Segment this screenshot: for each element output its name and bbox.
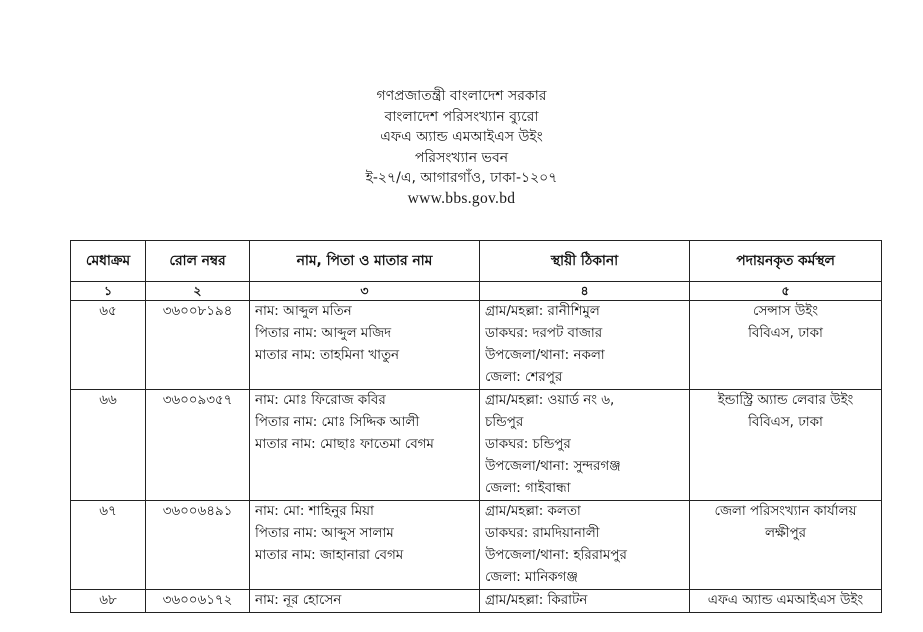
column-number: ৪ bbox=[480, 282, 690, 301]
father-name: পিতার নাম: আব্দুল মজিদ bbox=[255, 326, 392, 341]
posting-line: বিবিএস, ঢাকা bbox=[748, 415, 823, 430]
posting-line: লক্ষীপুর bbox=[764, 526, 807, 541]
address-line: জেলা: মানিকগঞ্জ bbox=[485, 570, 578, 585]
candidate-name: নাম: মো: শাহিনুর মিয়া bbox=[255, 504, 374, 519]
posting-line: সেন্সাস উইং bbox=[753, 304, 818, 319]
mother-name: মাতার নাম: তাহমিনা খাতুন bbox=[255, 348, 400, 363]
building-name: পরিসংখ্যান ভবন bbox=[414, 149, 509, 166]
names-cell bbox=[250, 301, 480, 390]
address-cell bbox=[480, 501, 690, 590]
address-line: জেলা: শেরপুর bbox=[485, 370, 563, 385]
bureau-name: বাংলাদেশ পরিসংখ্যান ব্যুরো bbox=[384, 108, 539, 125]
address-line: গ্রাম/মহল্লা: কলতা bbox=[485, 504, 581, 519]
address-line: গ্রাম/মহল্লা: কিরাটন bbox=[485, 593, 588, 608]
posting-line: জেলা পরিসংখ্যান কার্যালয় bbox=[714, 504, 857, 519]
father-name: পিতার নাম: মোঃ সিদ্দিক আলী bbox=[255, 415, 420, 430]
posting-cell bbox=[690, 301, 882, 390]
posting-line: ইন্ডাস্ট্রি অ্যান্ড লেবার উইং bbox=[717, 393, 854, 408]
table-row bbox=[71, 301, 882, 390]
table-row bbox=[71, 590, 882, 613]
merit-cell: ৬৫ bbox=[71, 301, 146, 390]
column-header-address: স্থায়ী ঠিকানা bbox=[480, 241, 690, 282]
merit-cell: ৬৮ bbox=[71, 590, 146, 613]
address-cell bbox=[480, 590, 690, 613]
address-line: ডাকঘর: দরপট বাজার bbox=[485, 326, 603, 341]
address-cell bbox=[480, 301, 690, 390]
letterhead bbox=[0, 86, 923, 209]
posting-cell bbox=[690, 390, 882, 501]
table-row bbox=[71, 390, 882, 501]
posting-cell bbox=[690, 590, 882, 613]
address-line: ডাকঘর: রামদিয়ানালী bbox=[485, 526, 600, 541]
address-line: উপজেলা/থানা: নকলা bbox=[485, 348, 605, 363]
column-number: ৩ bbox=[250, 282, 480, 301]
address-line: উপজেলা/থানা: হরিরামপুর bbox=[485, 548, 627, 563]
office-address: ই-২৭/এ, আগারগাঁও, ঢাকা-১২০৭ bbox=[365, 170, 558, 186]
government-name: গণপ্রজাতন্ত্রী বাংলাদেশ সরকার bbox=[376, 88, 547, 104]
wing-name: এফএ অ্যান্ড এমআইএস উইং bbox=[380, 129, 543, 145]
posting-line: এফএ অ্যান্ড এমআইএস উইং bbox=[707, 593, 864, 608]
column-header-merit: মেধাক্রম bbox=[71, 241, 146, 282]
column-number: ৫ bbox=[690, 282, 882, 301]
address-line: উপজেলা/থানা: সুন্দরগঞ্জ bbox=[485, 459, 621, 474]
table-header-row bbox=[71, 241, 882, 282]
candidate-name: নাম: আব্দুল মতিন bbox=[255, 304, 352, 319]
address-cell bbox=[480, 390, 690, 501]
address-line: গ্রাম/মহল্লা: রানীশিমুল bbox=[485, 304, 600, 319]
website-link[interactable]: www.bbs.gov.bd bbox=[407, 189, 516, 207]
mother-name: মাতার নাম: মোছাঃ ফাতেমা বেগম bbox=[255, 437, 434, 452]
column-header-names: নাম, পিতা ও মাতার নাম bbox=[250, 241, 480, 282]
column-header-posting: পদায়নকৃত কর্মস্থল bbox=[690, 241, 882, 282]
merit-list-table bbox=[70, 240, 882, 613]
roll-cell: ৩৬০০৬১৭২ bbox=[146, 590, 250, 613]
address-line: জেলা: গাইবান্ধা bbox=[485, 481, 571, 496]
address-line: গ্রাম/মহল্লা: ওয়ার্ড নং ৬, bbox=[485, 393, 615, 408]
merit-cell: ৬৭ bbox=[71, 501, 146, 590]
posting-cell bbox=[690, 501, 882, 590]
mother-name: মাতার নাম: জাহানারা বেগম bbox=[255, 548, 404, 563]
names-cell bbox=[250, 390, 480, 501]
candidate-name: নাম: নূর হোসেন bbox=[255, 593, 342, 608]
roll-cell: ৩৬০০৯৩৫৭ bbox=[146, 390, 250, 501]
address-line: চন্ডিপুর bbox=[485, 415, 524, 430]
table-row bbox=[71, 501, 882, 590]
roll-cell: ৩৬০০৬৪৯১ bbox=[146, 501, 250, 590]
column-number: ১ bbox=[71, 282, 146, 301]
posting-line: বিবিএস, ঢাকা bbox=[748, 326, 823, 341]
roll-cell: ৩৬০০৮১৯৪ bbox=[146, 301, 250, 390]
candidate-name: নাম: মোঃ ফিরোজ কবির bbox=[255, 393, 386, 408]
column-number: ২ bbox=[146, 282, 250, 301]
column-number-row bbox=[71, 282, 882, 301]
column-header-roll: রোল নম্বর bbox=[146, 241, 250, 282]
names-cell bbox=[250, 590, 480, 613]
names-cell bbox=[250, 501, 480, 590]
merit-cell: ৬৬ bbox=[71, 390, 146, 501]
father-name: পিতার নাম: আব্দুস সালাম bbox=[255, 526, 394, 541]
address-line: ডাকঘর: চন্ডিপুর bbox=[485, 437, 571, 452]
